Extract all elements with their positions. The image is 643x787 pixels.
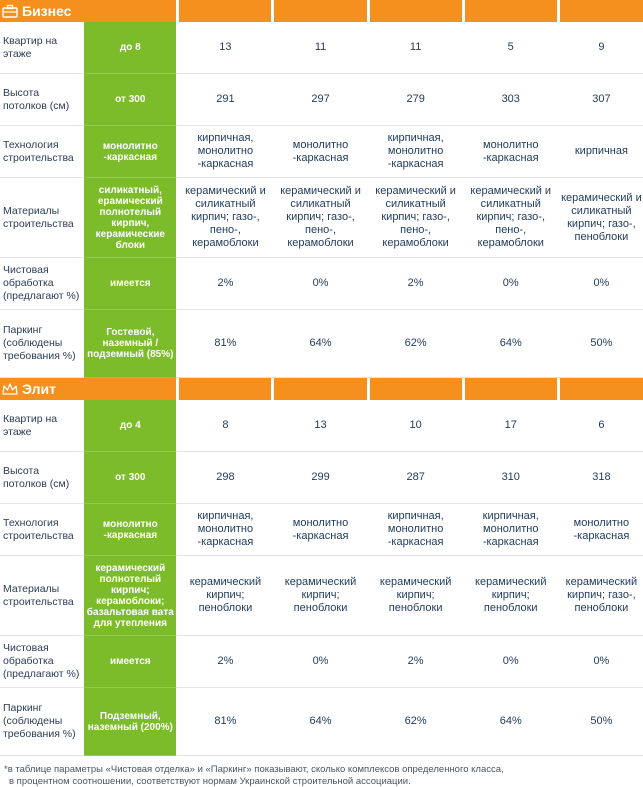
row-label: Чистовая обработка (предлагают %) xyxy=(0,258,84,310)
table-row-finishing xyxy=(0,258,643,310)
value-cell: 64% xyxy=(465,310,557,378)
row-label: Высота потолков (см) xyxy=(0,452,84,504)
value-cell: 8 xyxy=(179,400,271,452)
section-header-business xyxy=(0,0,643,22)
value-cell: керамический кирпич; пеноблоки xyxy=(274,556,366,636)
table-row-apartments-per-floor xyxy=(0,22,643,74)
value-cell: 303 xyxy=(465,74,557,126)
value-cell: керамический и силикатный кирпич; газо-, пено-, керамоблоки xyxy=(179,178,271,258)
section-title-business xyxy=(0,0,84,22)
value-cell: 64% xyxy=(274,688,366,756)
value-cell: 11 xyxy=(370,22,462,74)
value-cell: керамический и силикатный кирпич; газо-, пено-, керамоблоки xyxy=(465,178,557,258)
table-row-ceiling-height xyxy=(0,74,643,126)
row-label: Технология строительства xyxy=(0,504,84,556)
value-cell: 287 xyxy=(370,452,462,504)
value-cell: керамический кирпич; пеноблоки xyxy=(370,556,462,636)
value-cell: 81% xyxy=(179,688,271,756)
row-label: Материалы строительства xyxy=(0,178,84,258)
row-label: Паркинг (соблюдены требования %) xyxy=(0,310,84,378)
value-cell: 2% xyxy=(370,636,462,688)
value-cell: 0% xyxy=(465,258,557,310)
value-cell: кирпичная, монолитно -каркасная xyxy=(370,504,462,556)
value-cell: 297 xyxy=(274,74,366,126)
value-cell: 81% xyxy=(179,310,271,378)
value-cell: керамический и силикатный кирпич; газо-, пено-, керамоблоки xyxy=(274,178,366,258)
value-cell: 0% xyxy=(274,258,366,310)
value-cell: монолитно -каркасная xyxy=(560,504,643,556)
requirement-cell: монолитно -каркасная xyxy=(84,126,176,178)
value-cell: 0% xyxy=(560,258,643,310)
table-row-construction-materials xyxy=(0,178,643,258)
value-cell: 2% xyxy=(179,258,271,310)
requirement-cell: от 300 xyxy=(84,452,176,504)
value-cell: керамический и силикатный кирпич; газо-, пено-, керамоблоки xyxy=(370,178,462,258)
value-cell: 0% xyxy=(465,636,557,688)
value-cell: 310 xyxy=(465,452,557,504)
footnote-line-2: в процентном соотношении, соответствуют нормам Украинской строительной ассоциации. xyxy=(9,776,411,787)
value-cell: 2% xyxy=(370,258,462,310)
value-cell: 64% xyxy=(274,310,366,378)
value-cell: 9 xyxy=(560,22,643,74)
requirement-cell: до 4 xyxy=(84,400,176,452)
value-cell: 11 xyxy=(274,22,366,74)
table-row-parking xyxy=(0,688,643,756)
value-cell: 62% xyxy=(370,310,462,378)
table-row-apartments-per-floor xyxy=(0,400,643,452)
value-cell: 298 xyxy=(179,452,271,504)
value-cell: керамический кирпич; газо-, пеноблоки xyxy=(560,556,643,636)
value-cell: монолитно -каркасная xyxy=(274,126,366,178)
value-cell: 17 xyxy=(465,400,557,452)
row-label: Паркинг (соблюдены требования %) xyxy=(0,688,84,756)
requirement-cell: силикатный, ерамический полнотелый кирпич, керамические блоки xyxy=(84,178,176,258)
value-cell: монолитно -каркасная xyxy=(274,504,366,556)
table-row-parking xyxy=(0,310,643,378)
value-cell: 13 xyxy=(274,400,366,452)
briefcase-icon xyxy=(2,4,18,18)
requirement-cell: от 300 xyxy=(84,74,176,126)
row-label: Технология строительства xyxy=(0,126,84,178)
row-label: Материалы строительства xyxy=(0,556,84,636)
row-label: Высота потолков (см) xyxy=(0,74,84,126)
value-cell: 64% xyxy=(465,688,557,756)
requirement-cell: Подземный, наземный (200%) xyxy=(84,688,176,756)
value-cell: керамический кирпич; пеноблоки xyxy=(465,556,557,636)
value-cell: керамический кирпич; пеноблоки xyxy=(179,556,271,636)
table-row-construction-materials xyxy=(0,556,643,636)
row-label: Квартир на этаже xyxy=(0,400,84,452)
value-cell: 0% xyxy=(560,636,643,688)
value-cell: кирпичная xyxy=(560,126,643,178)
table-row-construction-technology xyxy=(0,126,643,178)
value-cell: 6 xyxy=(560,400,643,452)
table-row-construction-technology xyxy=(0,504,643,556)
value-cell: 50% xyxy=(560,688,643,756)
requirement-cell: монолитно -каркасная xyxy=(84,504,176,556)
table-row-ceiling-height xyxy=(0,452,643,504)
value-cell: 318 xyxy=(560,452,643,504)
value-cell: 307 xyxy=(560,74,643,126)
requirement-cell: имеется xyxy=(84,636,176,688)
table-row-finishing xyxy=(0,636,643,688)
footnote xyxy=(4,764,639,787)
requirement-cell: Гостевой, наземный / подземный (85%) xyxy=(84,310,176,378)
requirement-cell: до 8 xyxy=(84,22,176,74)
value-cell: 2% xyxy=(179,636,271,688)
row-label: Чистовая обработка (предлагают %) xyxy=(0,636,84,688)
value-cell: 10 xyxy=(370,400,462,452)
requirement-cell: имеется xyxy=(84,258,176,310)
value-cell: кирпичная, монолитно -каркасная xyxy=(179,504,271,556)
section-header-elite xyxy=(0,378,643,400)
section-title-text: Элит xyxy=(22,381,56,397)
requirement-cell: керамический полнотелый кирпич; керамоблоки; базальтовая вата для утепления xyxy=(84,556,176,636)
value-cell: 62% xyxy=(370,688,462,756)
footnote-line-1: *в таблице параметры «Чистовая отделка» и «Паркинг» показывают, сколько комплексов определенного класса, xyxy=(4,764,504,775)
value-cell: 299 xyxy=(274,452,366,504)
row-label: Квартир на этаже xyxy=(0,22,84,74)
value-cell: монолитно -каркасная xyxy=(465,126,557,178)
value-cell: 0% xyxy=(274,636,366,688)
value-cell: кирпичная, монолитно -каркасная xyxy=(465,504,557,556)
value-cell: 279 xyxy=(370,74,462,126)
value-cell: кирпичная, монолитно -каркасная xyxy=(370,126,462,178)
value-cell: 13 xyxy=(179,22,271,74)
section-title-text: Бизнес xyxy=(22,3,72,19)
value-cell: 5 xyxy=(465,22,557,74)
value-cell: кирпичная, монолитно -каркасная xyxy=(179,126,271,178)
value-cell: 291 xyxy=(179,74,271,126)
crown-icon xyxy=(2,382,18,396)
value-cell: 50% xyxy=(560,310,643,378)
section-title-elite xyxy=(0,378,84,400)
value-cell: керамический и силикатный кирпич; газо-, пеноблоки xyxy=(560,178,643,258)
